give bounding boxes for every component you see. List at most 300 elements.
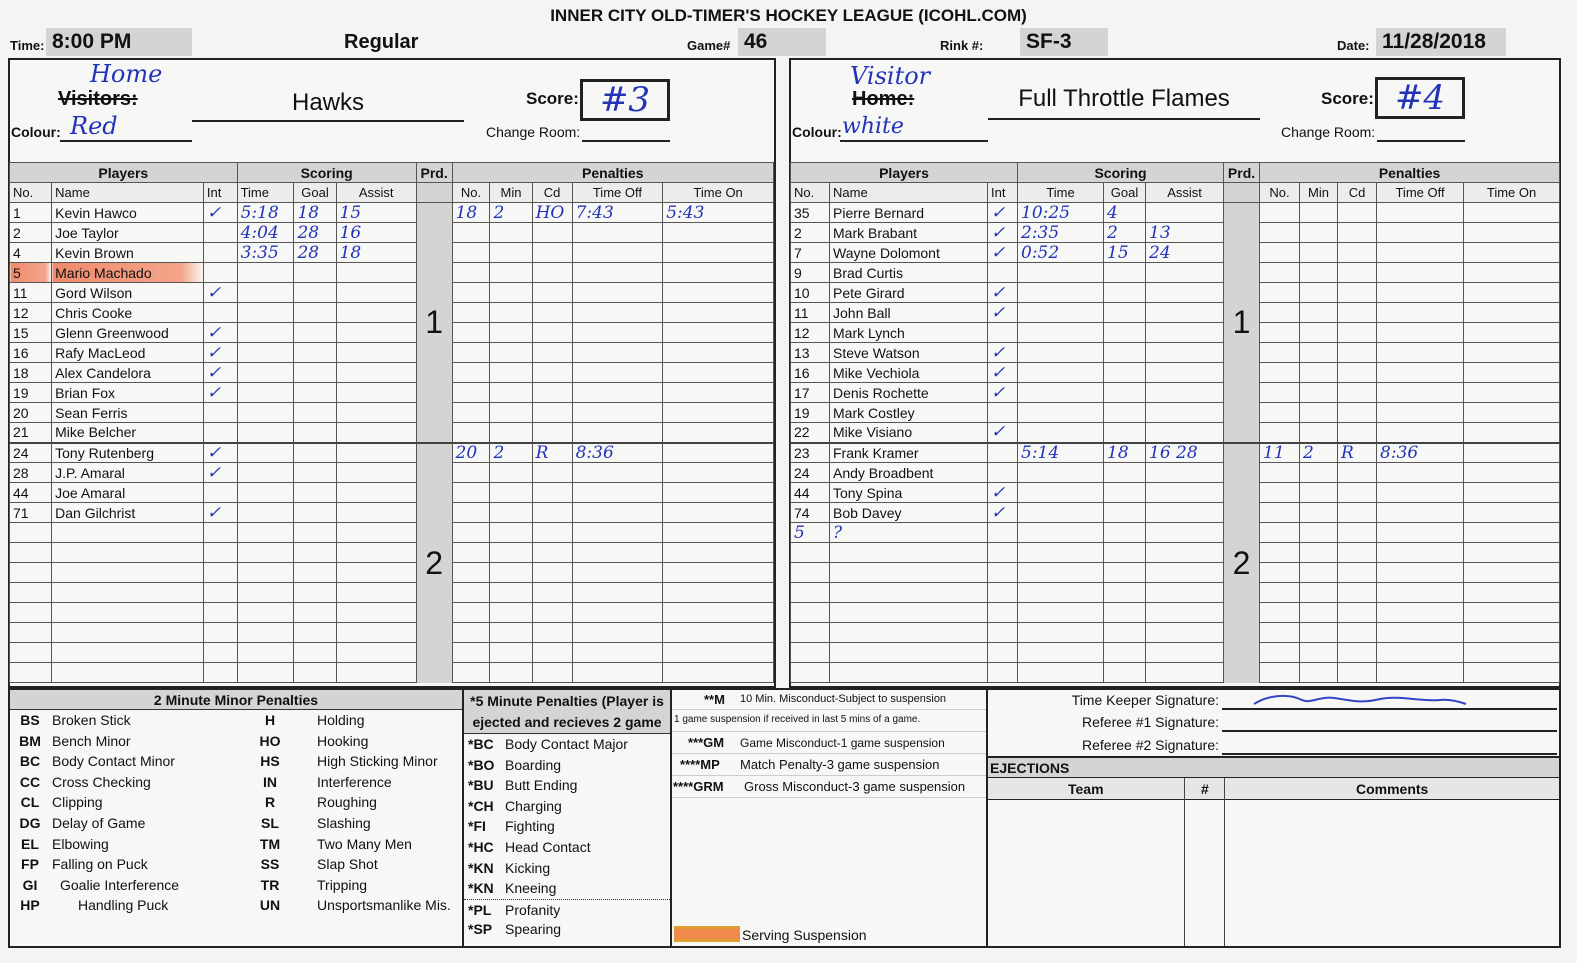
col-time-off: Time Off: [572, 183, 663, 203]
goal-time: [1018, 383, 1104, 403]
penalty-number: [452, 563, 490, 583]
penalty-minutes: [490, 463, 532, 483]
penalty-number: [452, 383, 490, 403]
penalty-code: [532, 383, 572, 403]
col-time: Time: [237, 183, 294, 203]
right-colour: white: [842, 114, 904, 139]
goal-assist: [336, 403, 416, 423]
player-int-check: [203, 603, 237, 623]
rink-label: Rink #:: [940, 38, 984, 53]
penalty-time-off: [1377, 403, 1464, 423]
goal-scorer: [1104, 463, 1146, 483]
penalty-time-off: [1377, 263, 1464, 283]
penalty-time-on: [663, 403, 774, 423]
penalty-code: [1338, 663, 1377, 683]
penalty-time-off: [572, 523, 663, 543]
penalty-minutes: [490, 303, 532, 323]
penalty-code: [532, 663, 572, 683]
ejections-team-col: Team: [1068, 781, 1104, 797]
penalty-code: [1338, 543, 1377, 563]
player-int-check: [988, 263, 1018, 283]
penalty-time-off: [572, 343, 663, 363]
misconduct-mp-label: Match Penalty-3 game suspension: [740, 757, 940, 772]
penalty-code: [1338, 643, 1377, 663]
penalty-time-on: [663, 523, 774, 543]
penalty-time-on: [1464, 343, 1560, 363]
major-code: *CH: [468, 797, 494, 814]
referee1-line: [1222, 730, 1557, 732]
goal-scorer: [294, 363, 336, 383]
major-label: Kneeing: [505, 880, 557, 897]
player-name: [830, 623, 988, 643]
penalty-number: [452, 523, 490, 543]
col-time-off: Time Off: [1377, 183, 1464, 203]
penalty-time-off: [1377, 663, 1464, 683]
player-number: 1: [10, 203, 52, 223]
goal-time: [237, 543, 294, 563]
penalty-number: [452, 463, 490, 483]
goal-assist: [336, 583, 416, 603]
goal-assist: 15: [336, 203, 416, 223]
minor-penalties-title: 2 Minute Minor Penalties: [10, 690, 462, 710]
penalty-minutes: [1300, 603, 1338, 623]
minor-penalty-row: [10, 710, 462, 731]
major-label: Body Contact Major: [505, 736, 628, 752]
penalty-code: [1338, 223, 1377, 243]
penalty-minutes: [1300, 203, 1338, 223]
major-code: *BO: [468, 756, 495, 773]
major-code: *SP: [468, 921, 493, 938]
col-cd: Cd: [532, 183, 572, 203]
penalty-number: 11: [1260, 443, 1300, 463]
goal-time: [1018, 423, 1104, 443]
goal-time: [1018, 263, 1104, 283]
major-code: *FI: [468, 818, 486, 835]
player-int-check: ✓: [988, 223, 1018, 243]
penalty-time-on: [1464, 523, 1560, 543]
penalty-time-off: [1377, 643, 1464, 663]
player-number: 20: [10, 403, 52, 423]
player-int-check: ✓: [988, 423, 1018, 443]
minor-label: Body Contact Minor: [52, 753, 175, 770]
game-type: Regular: [344, 31, 419, 53]
table-row: [791, 343, 1560, 363]
penalty-minutes: [490, 603, 532, 623]
goal-assist: [1146, 643, 1224, 663]
goal-time: [237, 303, 294, 323]
scoring-header: Scoring: [1018, 163, 1224, 183]
player-number: [10, 523, 52, 543]
goal-assist: [336, 283, 416, 303]
goal-scorer: [294, 523, 336, 543]
penalty-code: [532, 563, 572, 583]
penalty-number: [452, 363, 490, 383]
penalty-time-on: [1464, 483, 1560, 503]
goal-assist: [1146, 603, 1224, 623]
penalty-minutes: [490, 403, 532, 423]
ejections-title: EJECTIONS: [990, 760, 1070, 776]
player-name: Pete Girard: [830, 283, 988, 303]
player-int-check: [203, 223, 237, 243]
minor-label: Cross Checking: [52, 773, 151, 790]
player-name: [830, 643, 988, 663]
penalty-code: [1338, 403, 1377, 423]
minor-code: CL: [20, 794, 40, 811]
timekeeper-label: Time Keeper Signature:: [1071, 692, 1219, 708]
minor-code: BC: [19, 753, 41, 770]
goal-assist: [1146, 583, 1224, 603]
player-name: Joe Amaral: [52, 483, 204, 503]
penalty-number: [452, 223, 490, 243]
player-int-check: [988, 583, 1018, 603]
penalty-code: [1338, 563, 1377, 583]
player-name: Pierre Bernard: [830, 203, 988, 223]
penalty-minutes: [490, 643, 532, 663]
goal-scorer: [1104, 483, 1146, 503]
penalty-code: [1338, 503, 1377, 523]
goal-time: [237, 443, 294, 463]
goal-scorer: [294, 623, 336, 643]
penalty-number: [1260, 283, 1300, 303]
penalty-number: [1260, 583, 1300, 603]
minor-penalty-row: [10, 854, 462, 875]
player-number: 22: [791, 423, 830, 443]
table-row: [10, 523, 774, 543]
table-row: [10, 423, 774, 443]
player-number: 5: [10, 263, 52, 283]
goal-scorer: [294, 603, 336, 623]
goal-time: [1018, 303, 1104, 323]
penalty-time-on: [1464, 603, 1560, 623]
major-label: Head Contact: [505, 838, 591, 855]
penalty-time-on: [1464, 383, 1560, 403]
player-number: [10, 603, 52, 623]
penalty-time-off: [572, 323, 663, 343]
penalty-code: [1338, 343, 1377, 363]
penalty-time-off: [572, 583, 663, 603]
player-number: 28: [10, 463, 52, 483]
penalty-number: [1260, 463, 1300, 483]
table-row: [791, 443, 1560, 463]
major-label: Boarding: [505, 756, 562, 773]
right-change-room-label: Change Room:: [1281, 124, 1376, 140]
table-row: [10, 443, 774, 463]
table-row: [791, 643, 1560, 663]
goal-assist: [1146, 283, 1224, 303]
goal-assist: [336, 463, 416, 483]
penalty-time-on: 5:43: [663, 203, 774, 223]
penalty-minutes: [490, 363, 532, 383]
penalty-minutes: [490, 243, 532, 263]
penalty-number: [1260, 323, 1300, 343]
table-row: [791, 263, 1560, 283]
penalty-code: [532, 543, 572, 563]
player-int-check: ✓: [203, 323, 237, 343]
col-cd: Cd: [1338, 183, 1377, 203]
goal-scorer: [294, 403, 336, 423]
time-value: 8:00 PM: [46, 28, 192, 56]
goal-time: 5:14: [1018, 443, 1104, 463]
penalty-minutes: [490, 543, 532, 563]
penalty-time-on: [663, 543, 774, 563]
goal-assist: [336, 323, 416, 343]
table-row: [10, 223, 774, 243]
misconduct-m-note: 1 game suspension if received in last 5 mins of a game.: [674, 714, 921, 725]
penalty-number: [1260, 263, 1300, 283]
goal-time: [1018, 603, 1104, 623]
prd-header: Prd.: [1224, 163, 1260, 183]
penalty-code: [1338, 203, 1377, 223]
penalty-time-off: [572, 223, 663, 243]
penalty-minutes: [490, 583, 532, 603]
player-name: Mike Visiano: [830, 423, 988, 443]
penalty-time-on: [1464, 263, 1560, 283]
goal-time: [237, 503, 294, 523]
player-name: Mario Machado: [52, 263, 204, 283]
penalty-code: [532, 243, 572, 263]
goal-scorer: [1104, 383, 1146, 403]
misconduct-gm-label: Game Misconduct-1 game suspension: [740, 736, 945, 750]
goal-assist: [336, 523, 416, 543]
player-name: Tony Spina: [830, 483, 988, 503]
minor-penalties-list: [10, 710, 462, 916]
player-number: [791, 603, 830, 623]
minor-label: Slashing: [317, 814, 371, 831]
minor-code: SL: [261, 814, 279, 831]
col-name: Name: [52, 183, 204, 203]
right-colour-line: [840, 140, 988, 142]
player-name: John Ball: [830, 303, 988, 323]
player-number: 44: [10, 483, 52, 503]
penalty-time-on: [1464, 363, 1560, 383]
col-assist: Assist: [336, 183, 416, 203]
serving-label: Serving Suspension: [742, 927, 867, 943]
period-cell: 2: [1224, 443, 1260, 683]
minor-label: Clipping: [52, 794, 103, 811]
penalty-minutes: [490, 323, 532, 343]
goal-scorer: [1104, 263, 1146, 283]
table-row: [791, 603, 1560, 623]
penalty-time-on: [663, 363, 774, 383]
penalty-time-on: [663, 563, 774, 583]
major-penalties-list: [464, 734, 670, 940]
penalty-number: [452, 623, 490, 643]
player-name: [52, 523, 204, 543]
goal-assist: [1146, 523, 1224, 543]
goal-scorer: [294, 483, 336, 503]
col-int: Int: [203, 183, 237, 203]
goal-assist: 13: [1146, 223, 1224, 243]
goal-time: [1018, 343, 1104, 363]
goal-time: [237, 463, 294, 483]
time-label: Time:: [10, 38, 45, 53]
period-cell: 2: [416, 443, 452, 683]
penalty-minutes: [1300, 463, 1338, 483]
goal-time: [237, 343, 294, 363]
col-int: Int: [988, 183, 1018, 203]
col-min: Min: [1300, 183, 1338, 203]
major-penalties-box: [464, 690, 672, 946]
penalty-time-on: [663, 623, 774, 643]
penalty-time-on: [663, 583, 774, 603]
right-handwritten-side: Visitor: [850, 62, 931, 90]
penalty-number: [452, 543, 490, 563]
goal-scorer: [294, 323, 336, 343]
goal-scorer: [294, 303, 336, 323]
table-row: [10, 263, 774, 283]
misconduct-box: [672, 690, 988, 946]
penalty-number: [452, 323, 490, 343]
minor-label: High Sticking Minor: [317, 753, 438, 770]
penalty-number: [1260, 543, 1300, 563]
minor-penalty-row: [10, 731, 462, 752]
player-int-check: [203, 243, 237, 263]
goal-assist: [1146, 303, 1224, 323]
table-row: [10, 643, 774, 663]
penalty-time-off: [572, 623, 663, 643]
minor-penalty-row: [10, 772, 462, 793]
player-name: Mark Costley: [830, 403, 988, 423]
penalty-code: [1338, 463, 1377, 483]
goal-assist: [336, 423, 416, 443]
penalty-minutes: [490, 343, 532, 363]
penalty-code: [1338, 603, 1377, 623]
serving-swatch: [674, 926, 740, 942]
col-time: Time: [1018, 183, 1104, 203]
goal-time: [1018, 403, 1104, 423]
penalty-time-off: [1377, 523, 1464, 543]
goal-time: [237, 663, 294, 683]
table-row: [791, 403, 1560, 423]
game-value: 46: [738, 28, 826, 56]
penalty-time-on: [663, 483, 774, 503]
table-row: [10, 583, 774, 603]
player-int-check: [988, 323, 1018, 343]
goal-time: 5:18: [237, 203, 294, 223]
player-name: Gord Wilson: [52, 283, 204, 303]
left-change-room-line: [582, 140, 670, 142]
player-int-check: [203, 303, 237, 323]
player-number: 16: [791, 363, 830, 383]
penalty-time-off: [1377, 623, 1464, 643]
minor-code: H: [264, 712, 276, 728]
penalty-time-off: [1377, 463, 1464, 483]
left-colour-label: Colour:: [11, 124, 61, 140]
player-int-check: [988, 663, 1018, 683]
penalty-time-off: 8:36: [572, 443, 663, 463]
goal-assist: [1146, 543, 1224, 563]
penalty-number: [1260, 303, 1300, 323]
table-row: [791, 543, 1560, 563]
game-label: Game#: [687, 38, 731, 53]
penalty-time-on: [663, 283, 774, 303]
penalty-number: [1260, 363, 1300, 383]
goal-assist: [1146, 663, 1224, 683]
goal-time: [237, 363, 294, 383]
player-name: [52, 543, 204, 563]
player-number: 16: [10, 343, 52, 363]
penalty-minutes: 2: [490, 203, 532, 223]
penalty-minutes: 2: [490, 443, 532, 463]
table-row: [791, 663, 1560, 683]
player-name: Frank Kramer: [830, 443, 988, 463]
date-label: Date:: [1337, 38, 1370, 53]
player-name: Tony Rutenberg: [52, 443, 204, 463]
penalty-time-off: [572, 383, 663, 403]
penalty-code: R: [1338, 443, 1377, 463]
player-number: 7: [791, 243, 830, 263]
goal-time: 2:35: [1018, 223, 1104, 243]
minor-label: Goalie Interference: [60, 876, 180, 893]
goal-scorer: [294, 543, 336, 563]
player-int-check: [988, 403, 1018, 423]
major-penalty-row: [464, 816, 670, 837]
goal-time: [1018, 583, 1104, 603]
penalty-minutes: [490, 263, 532, 283]
player-int-check: [203, 583, 237, 603]
goal-scorer: 4: [1104, 203, 1146, 223]
table-row: [791, 503, 1560, 523]
goal-assist: [1146, 503, 1224, 523]
penalty-time-on: [1464, 403, 1560, 423]
penalty-number: [1260, 423, 1300, 443]
goal-scorer: [294, 643, 336, 663]
major-penalty-row: [464, 899, 670, 920]
goal-scorer: [294, 423, 336, 443]
goal-time: [237, 623, 294, 643]
player-number: 2: [10, 223, 52, 243]
minor-code: SS: [260, 856, 280, 873]
player-name: Brad Curtis: [830, 263, 988, 283]
prd-header: Prd.: [416, 163, 452, 183]
misconduct-gm-row: [672, 732, 986, 754]
penalty-time-off: [1377, 563, 1464, 583]
penalty-minutes: [1300, 523, 1338, 543]
table-row: [10, 323, 774, 343]
penalty-number: [1260, 503, 1300, 523]
penalty-code: [532, 403, 572, 423]
penalty-minutes: [1300, 263, 1338, 283]
player-int-check: ✓: [203, 443, 237, 463]
player-name: [830, 583, 988, 603]
goal-assist: [1146, 263, 1224, 283]
penalty-time-on: [663, 463, 774, 483]
goal-time: 3:35: [237, 243, 294, 263]
penalty-minutes: [1300, 563, 1338, 583]
table-row: [791, 583, 1560, 603]
penalty-time-on: [1464, 663, 1560, 683]
penalty-code: [532, 603, 572, 623]
player-name: Kevin Brown: [52, 243, 204, 263]
player-int-check: ✓: [988, 303, 1018, 323]
league-title: INNER CITY OLD-TIMER'S HOCKEY LEAGUE (ICOHL.COM): [550, 6, 1027, 25]
goal-scorer: [1104, 283, 1146, 303]
left-score: #3: [580, 79, 670, 121]
player-number: 35: [791, 203, 830, 223]
player-name: Wayne Dolomont: [830, 243, 988, 263]
penalty-time-off: [1377, 283, 1464, 303]
referee1-label: Referee #1 Signature:: [1082, 714, 1219, 730]
goal-assist: [1146, 403, 1224, 423]
table-row: [10, 463, 774, 483]
minor-code: TR: [260, 876, 280, 893]
minor-code: EL: [21, 835, 39, 852]
minor-penalty-row: [10, 751, 462, 772]
player-int-check: [988, 543, 1018, 563]
minor-penalty-row: [10, 895, 462, 916]
major-code: *PL: [468, 901, 492, 918]
penalty-time-off: [1377, 483, 1464, 503]
